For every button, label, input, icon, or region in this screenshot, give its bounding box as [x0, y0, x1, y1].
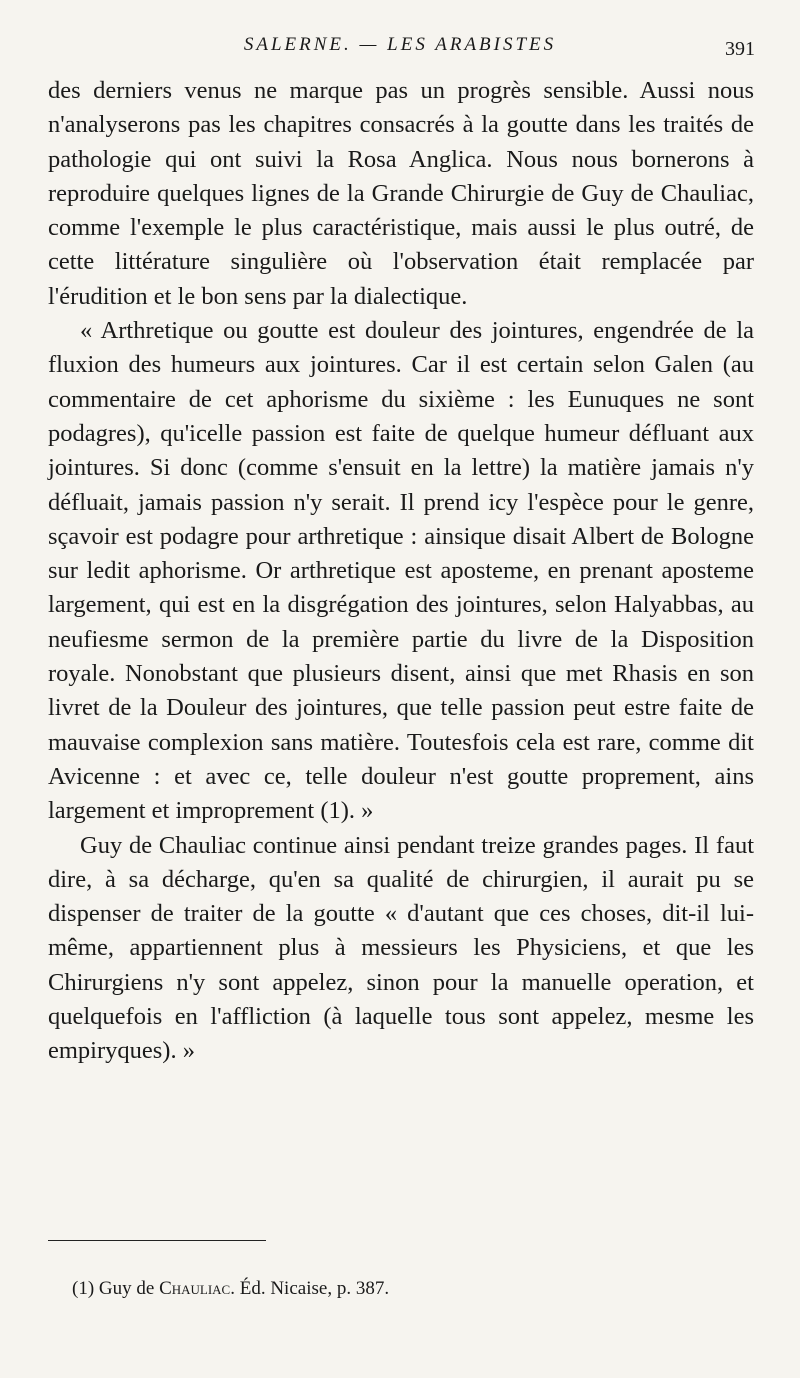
- footnote-marker: (1): [72, 1278, 95, 1299]
- page-number: 391: [725, 38, 755, 60]
- paragraph-3: Guy de Chauliac continue ainsi pendant treize grandes pages. Il faut dire, à sa décharge, qu'en sa qualité de chirurgien, il aurait pu se dispenser de traiter de la goutte « d'autant que ces choses, dit-il lui-même, appartiennent plus à messieurs les Physiciens, et que les Chirurgiens n'y sont appelez, sinon pour la manuelle operation, et quelquefois en l'affliction (à laquelle tous sont appelez, mesme les empiryques). »: [48, 831, 754, 1065]
- paragraph-2-quotation: « Arthretique ou goutte est douleur des jointures, engendrée de la fluxion des humeurs aux jointures. Car il est certain selon Galen (au commentaire de cet aphorisme du sixième : les Eunuques ne sont podagres), qu'icelle passion est faite de quelque humeur défluant aux jointures. Si donc (comme s'ensuit en la lettre) la matière jamais n'y défluait, jamais passion n'y serait. Il prend icy l'espèce pour le genre, sçavoir est podagre pour arthretique : ainsique disait Albert de Bologne sur ledit aphorisme. Or arthretique est aposteme, en prenant aposteme largement, qui est en la disgrégation des jointures, selon Halyabbas, au neufiesme sermon de la première partie du livre de la Disposition royale. Nonobstant que plusieurs disent, ainsi que met Rhasis en son livret de la Douleur des jointures, que telle passion peut estre faite de mauvaise complexion sans matière. Toutesfois cela est rare, comme dit Avicenne : et avec ce, telle douleur n'est goutte proprement, ains largement et improprement (1). »: [48, 317, 754, 825]
- paragraph-1: des derniers venus ne marque pas un progrès sensible. Aussi nous n'analyserons pas les chapitres consacrés à la goutte dans les traités de pathologie qui ont suivi la Rosa Anglica. Nous nous bornerons à reproduire quelques lignes de la Grande Chirurgie de Guy de Chauliac, comme l'exemple le plus caractéristique, mais aussi le plus outré, de cette littérature singulière où l'observation était remplacée par l'érudition et le bon sens par la dialectique.: [48, 77, 754, 310]
- body-text: [48, 74, 754, 1069]
- footnote: [72, 1278, 389, 1300]
- footnote-author-last: Chauliac: [159, 1278, 231, 1299]
- footnote-reference: . Éd. Nicaise, p. 387.: [230, 1278, 390, 1299]
- footnote-author-first: Guy de: [98, 1278, 155, 1299]
- running-title: SALERNE. — LES ARABISTES: [243, 34, 557, 55]
- footnote-rule: [48, 1240, 266, 1241]
